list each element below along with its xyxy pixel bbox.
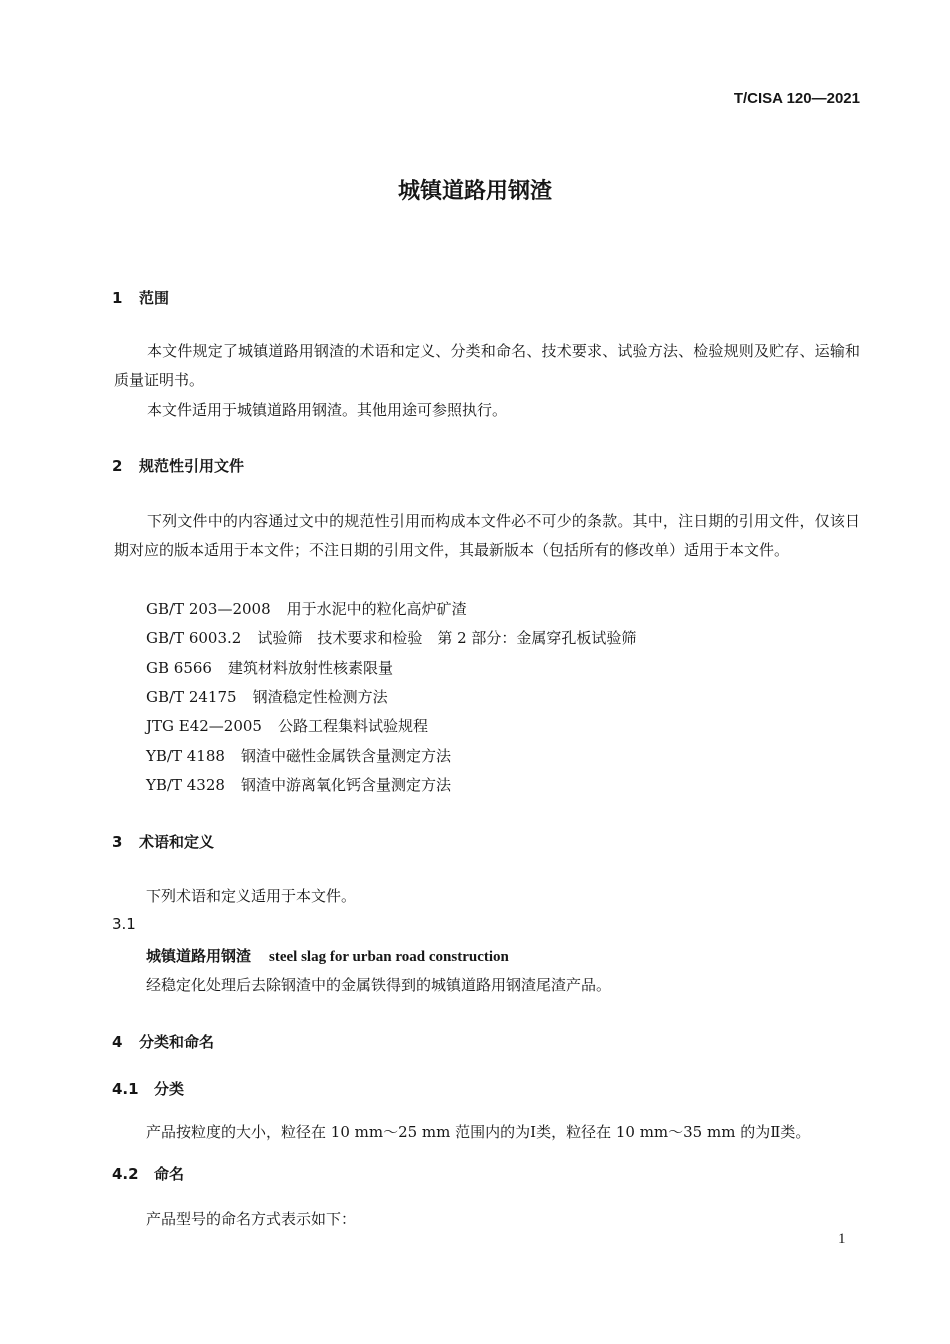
subsection-title: 命名 — [154, 1165, 185, 1183]
reference-code: YB/T 4328 — [146, 776, 225, 794]
term-english: steel slag for urban road construction — [269, 949, 509, 965]
section-number: 4 — [112, 1033, 123, 1051]
terms-intro: 下列术语和定义适用于本文件。 — [146, 887, 357, 905]
reference-item — [146, 715, 428, 736]
term-definition: 经稳定化处理后去除钢渣中的金属铁得到的城镇道路用钢渣尾渣产品。 — [146, 976, 612, 994]
standard-code: T/CISA 120—2021 — [733, 90, 860, 107]
reference-code: GB 6566 — [146, 659, 212, 677]
naming-text: 产品型号的命名方式表示如下： — [146, 1210, 357, 1228]
section-title: 范围 — [139, 289, 170, 307]
reference-code: JTG E42—2005 — [146, 717, 262, 735]
subsection-4-1-heading — [112, 1078, 184, 1099]
scope-paragraph: 本文件规定了城镇道路用钢渣的术语和定义、分类和命名、技术要求、试验方法、检验规则及贮存、运输和质量证明书。 — [114, 342, 860, 389]
section-title: 术语和定义 — [139, 833, 215, 851]
reference-item — [146, 745, 451, 766]
reference-title: 试验筛 技术要求和检验 第 2 部分：金属穿孔板试验筛 — [257, 629, 637, 647]
reference-code: YB/T 4188 — [146, 747, 225, 765]
reference-item — [146, 627, 636, 648]
reference-title: 建筑材料放射性核素限量 — [227, 659, 393, 677]
section-number: 1 — [112, 289, 123, 307]
reference-item — [146, 657, 393, 678]
reference-title: 公路工程集料试验规程 — [277, 717, 428, 735]
reference-code: GB/T 24175 — [146, 688, 237, 706]
reference-title: 用于水泥中的粒化高炉矿渣 — [286, 600, 467, 618]
term-chinese: 城镇道路用钢渣 — [146, 947, 252, 965]
classification-text: 产品按粒度的大小，粒径在 10 mm～25 mm 范围内的为Ⅰ类，粒径在 10 mm～35 mm 的为Ⅱ类。 — [146, 1123, 811, 1141]
subsection-number: 4.1 — [112, 1080, 139, 1098]
section-title: 规范性引用文件 — [139, 457, 245, 475]
section-3-heading — [112, 831, 214, 852]
scope-applicability-paragraph: 本文件适用于城镇道路用钢渣。其他用途可参照执行。 — [147, 401, 508, 419]
reference-code: GB/T 203—2008 — [146, 600, 271, 618]
reference-title: 钢渣中游离氧化钙含量测定方法 — [240, 776, 451, 794]
section-2-heading — [112, 455, 244, 476]
page-number: 1 — [838, 1231, 846, 1247]
normative-references-intro: 下列文件中的内容通过文中的规范性引用而构成本文件必不可少的条款。其中，注日期的引用文件，仅该日期对应的版本适用于本文件；不注日期的引用文件，其最新版本（包括所有的修改单）适用于本文件。 — [114, 512, 860, 559]
reference-code: GB/T 6003.2 — [146, 629, 242, 647]
document-title: 城镇道路用钢渣 — [397, 179, 552, 204]
section-number: 2 — [112, 457, 123, 475]
reference-title: 钢渣中磁性金属铁含量测定方法 — [240, 747, 451, 765]
subsection-title: 分类 — [154, 1080, 185, 1098]
subsection-4-2-heading — [112, 1163, 184, 1184]
section-title: 分类和命名 — [139, 1033, 215, 1051]
section-number: 3 — [112, 833, 123, 851]
term-entry — [146, 945, 509, 966]
reference-item — [146, 598, 467, 619]
section-1-heading — [112, 287, 169, 308]
reference-item — [146, 686, 388, 707]
reference-title: 钢渣稳定性检测方法 — [252, 688, 388, 706]
subsection-number: 4.2 — [112, 1165, 139, 1183]
section-4-heading — [112, 1031, 214, 1052]
reference-item — [146, 774, 451, 795]
term-number: 3.1 — [112, 915, 136, 933]
